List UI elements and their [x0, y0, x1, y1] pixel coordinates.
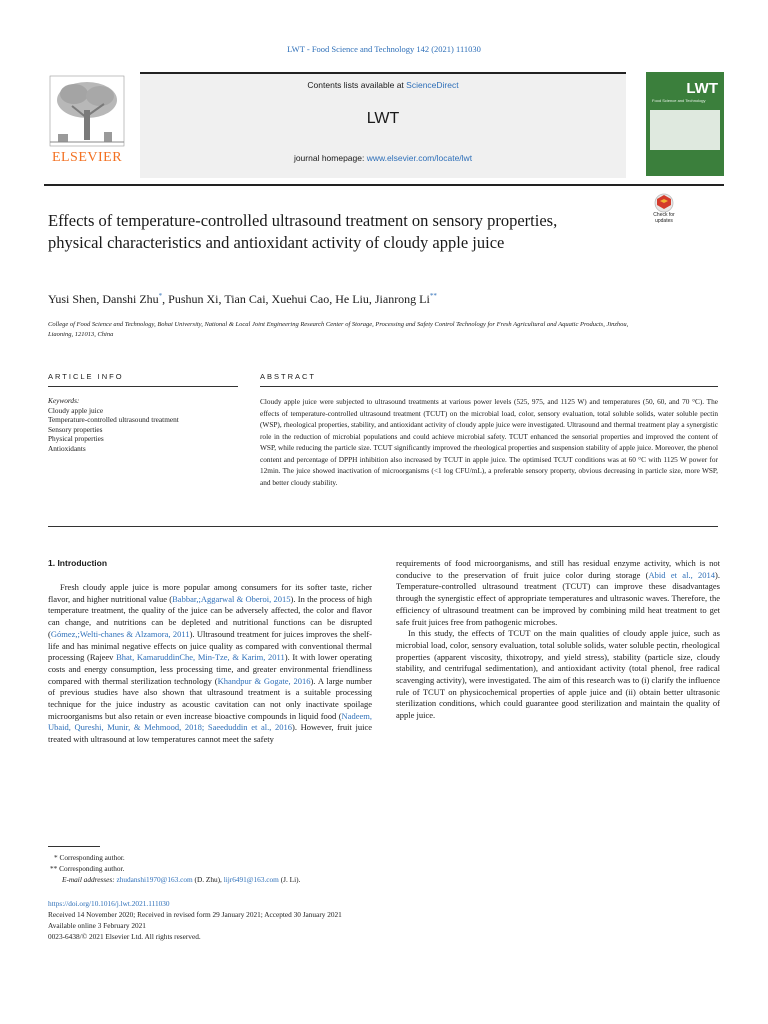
cover-title: LWT	[686, 80, 718, 97]
footnote-corresponding-2: ** Corresponding author.	[50, 864, 125, 873]
citation-link[interactable]: Bhat, KamaruddinChe, Min-Tze, & Karim, 2011	[116, 652, 285, 663]
copyright: 0023-6438/© 2021 Elsevier Ltd. All rights reserved.	[48, 932, 201, 941]
author-name[interactable]: He Liu	[335, 292, 369, 306]
abstract-heading: ABSTRACT	[260, 372, 317, 381]
check-for-updates-label[interactable]	[644, 212, 684, 224]
intro-paragraph-2: In this study, the effects of TCUT on the main qualities of cloudy apple juice, such as microbial load, color, sensory evaluation, total soluble solids, water soluble pectin, rheological properties (apparent viscosity, thixotropy, and yield stress), stability (particle size, cloudy stability, and centrifugal sedimentation), and antioxidant activity (total phenol, free radical scavenging activity), were investigated. The aim of this research was to (i) clarify the influence rule of TCUT on physicochemical properties of apple juice and (ii) obtain better ultrasonic sterilization conditions, which could guarantee good sterilization and maintain the quality of apple juice.	[396, 628, 720, 721]
text-run: ). However, fruit juice treated with ultrasound at low temperatures cannot meet the safety	[48, 722, 373, 745]
email-owner: (D. Zhu),	[192, 875, 224, 884]
author-name[interactable]: Tian Cai	[224, 292, 266, 306]
badge-line-1: Check for	[653, 212, 675, 218]
keyword: Physical properties	[48, 434, 104, 443]
footnotes	[48, 852, 448, 885]
text-run: ). A large number of previous studies have also shown that ultrasound treatment is a suitable processing technique for the juice industry as acoustic cavitation can not only inactivate spoilage microorganisms but also retain or even increase bioactive compounds in liquid food (	[48, 675, 372, 721]
cover-subtitle: Food Science and Technology	[652, 98, 706, 103]
article-info-heading: ARTICLE INFO	[48, 372, 124, 381]
author-mark[interactable]: **	[429, 292, 437, 300]
homepage-prefix: journal homepage:	[293, 153, 367, 163]
citation-link[interactable]: Khandpur & Gogate, 2016	[217, 675, 311, 686]
journal-cover[interactable]	[646, 72, 724, 176]
abstract-rule-top	[260, 386, 718, 387]
intro-left-column	[48, 582, 372, 746]
article-title: Effects of temperature-controlled ultrasound treatment on sensory properties, physical characteristics and antioxidant activity of cloudy apple juice	[48, 211, 558, 252]
contents-line	[140, 80, 626, 90]
citation-link[interactable]: Nadeem, Ubaid, Qureshi, Munir, & Mehmood, 2018; Saeeduddin et al., 2016	[48, 710, 372, 733]
keyword: Antioxidants	[48, 443, 86, 453]
running-header[interactable]: LWT - Food Science and Technology 142 (2021) 111030	[287, 44, 481, 54]
keyword: Cloudy apple juice	[48, 405, 104, 415]
footnote-rule	[48, 846, 100, 847]
homepage-line	[140, 153, 626, 163]
citation-link[interactable]: Babbar,;Aggarwal & Oberoi, 2015	[172, 593, 291, 604]
section-heading-introduction: 1. Introduction	[48, 558, 108, 568]
text-run: ). It with lower operating costs and energy consumption, less processing time, and greater environmental friendliness compared with thermal sterilization technology (	[48, 652, 372, 686]
intro-right-column	[396, 558, 720, 722]
keyword: Temperature-controlled ultrasound treatment	[48, 415, 179, 424]
doi-link[interactable]: https://doi.org/10.1016/j.lwt.2021.111030	[48, 899, 170, 908]
intro-paragraph-1-cont	[396, 558, 720, 628]
author-name[interactable]: Yusi Shen	[48, 292, 97, 306]
homepage-link[interactable]: www.elsevier.com/locate/lwt	[366, 153, 473, 163]
contents-prefix: Contents lists available at	[307, 80, 407, 90]
author-mark[interactable]: *	[158, 292, 163, 300]
badge-line-2: updates	[655, 218, 673, 224]
email-link-li[interactable]: lijr6491@163.com	[223, 875, 279, 884]
affiliation: College of Food Science and Technology, Bohai University, National & Local Joint Engineering Research Center of Storage, Processing and Safety Control Technology for Fresh Agricultural and Aquatic Products, Jinzhou, Liaoning, 121013, China	[48, 321, 629, 338]
footnote-corresponding-1: * Corresponding author.	[54, 853, 125, 862]
author-name[interactable]: Danshi Zhu	[102, 292, 159, 306]
author-name[interactable]: Xuehui Cao	[271, 292, 330, 306]
text-run: ). Temperature-controlled ultrasound treatment (TCUT) can improve these disadvantages through the synergistic effect of appropriate temperatures and ultrasonic waves. Therefore, the efficiency of ultrasound treatment can be improved by combining mild heat treatment to get safe fruit juices free from pathogenic microbes.	[396, 569, 720, 627]
publication-info	[48, 898, 548, 942]
text-run: ). In the process of high temperature treatment, the quality of the juice can be adversely affected, the color and flavor can change, and nutritions can be depleted and nutritional functions can be disrupted (	[48, 593, 373, 639]
author-name[interactable]: Pushun Xi	[168, 292, 219, 306]
keyword: Sensory properties	[48, 424, 103, 434]
abstract-rule-bottom	[48, 526, 718, 527]
header-rule	[44, 184, 724, 186]
publisher-name: ELSEVIER	[51, 150, 123, 165]
article-info-rule	[48, 386, 238, 387]
text-run: Fresh cloudy apple juice is more popular among consumers for its softer taste, richer flavor, and higher nutritional value (	[48, 582, 372, 604]
citation-link[interactable]: Abid et al., 2014	[648, 569, 716, 580]
author-list: Yusi Shen, Danshi Zhu*, Pushun Xi, Tian Cai, Xuehui Cao, He Liu, Jianrong Li**	[48, 292, 437, 306]
keywords-block	[48, 396, 238, 453]
intro-paragraph-1	[48, 582, 372, 746]
email-line	[48, 874, 448, 885]
journal-title: LWT	[366, 110, 400, 127]
available-online: Available online 3 February 2021	[48, 921, 146, 930]
citation-link[interactable]: Gómez,;Welti-chanes & Alzamora, 2011	[50, 628, 190, 639]
email-link-zhu[interactable]: zhudanshi1970@163.com	[116, 875, 193, 884]
text-run: requirements of food microorganisms, and still has residual enzyme activity, which is not conducive to the preservation of fruit juice color during storage (	[396, 558, 720, 580]
email-label: E-mail addresses:	[62, 875, 117, 884]
cover-image	[650, 110, 720, 150]
received-dates: Received 14 November 2020; Received in revised form 29 January 2021; Accepted 30 January 2021	[48, 910, 342, 919]
author-name[interactable]: Jianrong Li	[374, 292, 430, 306]
sciencedirect-link[interactable]: ScienceDirect	[406, 80, 459, 90]
email-owner: (J. Li).	[278, 875, 301, 884]
text-run: ). Ultrasound treatment for juices improves the shelf-life and has minimal negative effects on juice quality as compared with conventional thermal processing (Rajeev	[48, 628, 373, 663]
abstract-text: Cloudy apple juice were subjected to ultrasound treatments at various power levels (525, 975, and 1125 W) and temperatures (50, 60, and 70 °C). The effects of temperature-controlled ultrasound treatment (TCUT) on the microbial load, color, sensory evaluation, total soluble solids, water soluble pectin (WSP), rheological properties, stability, and antioxidant activity of cloudy apple juice were investigated. Ultrasound and thermal treatment play a synergistic role in the reduction of microbial populations and could achieve microbial safety. TCUT enhanced the sensorial properties and improved the content of WSP, while reducing the particle size. TCUT significantly improved the rheological properties and suspension stability of apple juice. Moreover, the phenol content and percentage of DPPH inhibition also increased by TCUT in apple juice. The optimised TCUT conditions was at 60 °C with 1125 W power for 12min. The juice showed inactivation of microorganisms (<1 log CFU/mL), a preferable sensory property, obvious decreasing in particle size, more WSP, and better cloudy stability.	[260, 397, 718, 487]
journal-header	[140, 72, 626, 178]
keywords-label: Keywords:	[48, 396, 80, 405]
